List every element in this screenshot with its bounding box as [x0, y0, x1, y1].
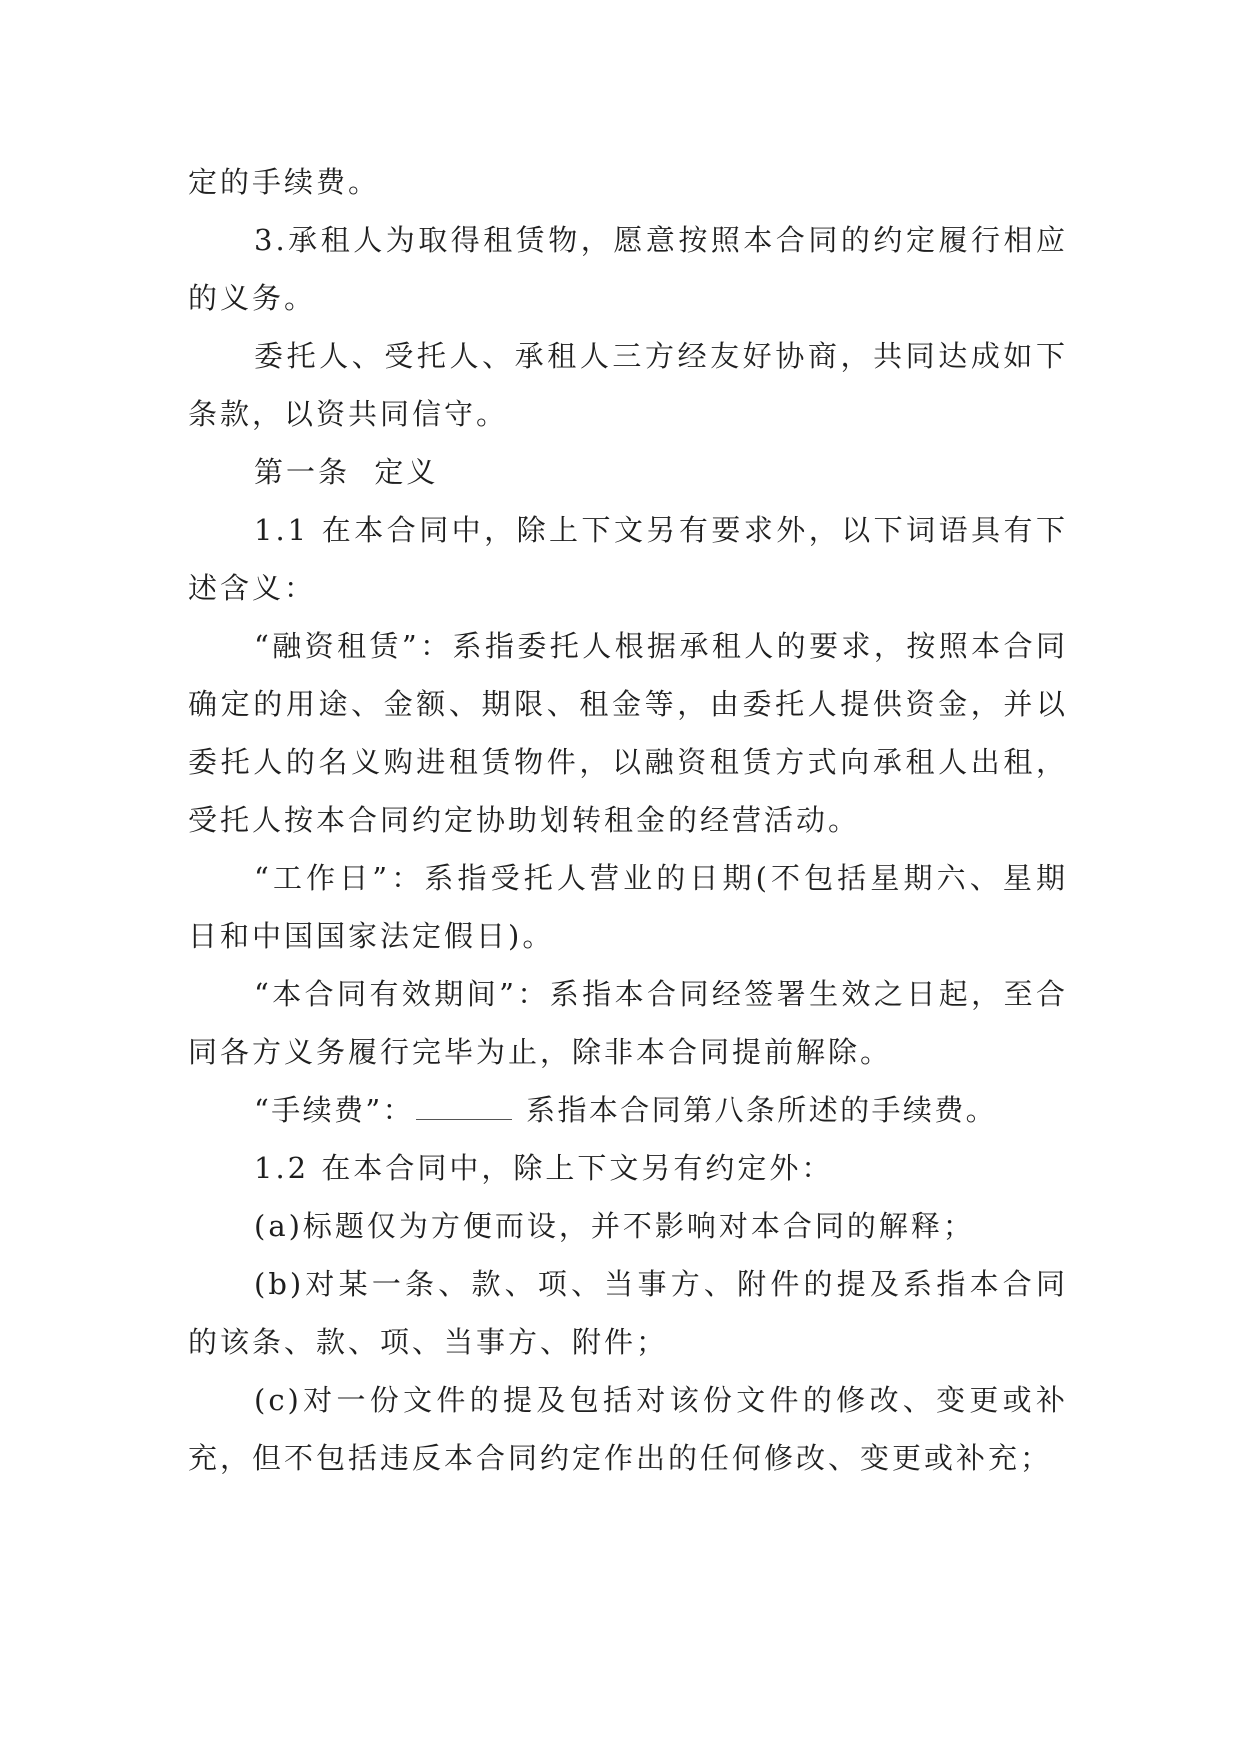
paragraph-lessee-obligation: 3.承租人为取得租赁物，愿意按照本合同的约定履行相应的义务。	[188, 223, 1068, 315]
article-one-heading: 第一条 定义	[254, 455, 439, 489]
definition-contract-validity: “本合同有效期间”：系指本合同经签署生效之日起，至合同各方义务履行完毕为止，除非本合同提前解除。	[188, 977, 1068, 1069]
clause-1-2-b: (b)对某一条、款、项、当事方、附件的提及系指本合同的该条、款、项、当事方、附件；	[188, 1267, 1068, 1359]
paragraph-fee-continuation: 定的手续费。	[188, 165, 381, 199]
definition-handling-fee	[188, 1081, 1068, 1139]
paragraph-agreement-intro: 委托人、受托人、承租人三方经友好协商，共同达成如下条款，以资共同信守。	[188, 339, 1068, 431]
clause-1-2: 1.2 在本合同中，除上下文另有约定外：	[254, 1151, 834, 1185]
clause-1-2-a: (a)标题仅为方便而设，并不影响对本合同的解释；	[254, 1209, 975, 1243]
definition-handling-fee-term: “手续费”：	[254, 1093, 415, 1127]
document-body	[188, 153, 1068, 1487]
clause-1-2-c: (c)对一份文件的提及包括对该份文件的修改、变更或补充，但不包括违反本合同约定作出的任何修改、变更或补充；	[188, 1383, 1068, 1475]
definition-financial-leasing: “融资租赁”：系指委托人根据承租人的要求，按照本合同确定的用途、金额、期限、租金等，由委托人提供资金，并以委托人的名义购进租赁物件，以融资租赁方式向承租人出租，受托人按本合同约定协助划转租金的经营活动。	[188, 629, 1068, 837]
fill-in-blank	[416, 1089, 512, 1120]
definition-handling-fee-text: 系指本合同第八条所述的手续费。	[526, 1093, 998, 1127]
clause-1-1: 1.1 在本合同中，除上下文另有要求外，以下词语具有下述含义：	[188, 513, 1068, 605]
definition-working-day: “工作日”：系指受托人营业的日期(不包括星期六、星期日和中国国家法定假日)。	[188, 861, 1068, 953]
